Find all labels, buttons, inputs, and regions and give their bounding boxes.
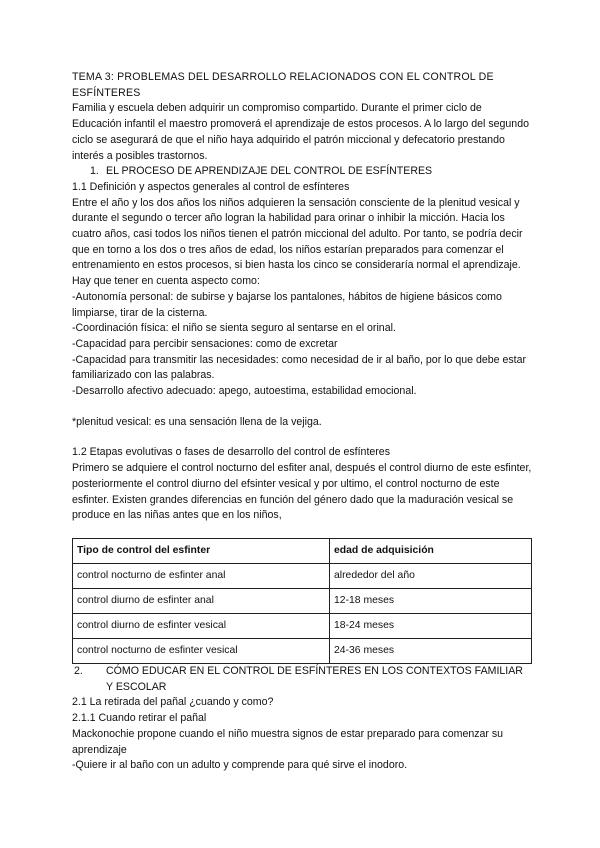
- section-2-title: CÓMO EDUCAR EN EL CONTROL DE ESFÍNTERES EN LOS CONTEXTOS FAMILIAR Y ESCOLAR: [106, 664, 523, 693]
- document-title: TEMA 3: PROBLEMAS DEL DESARROLLO RELACIONADOS CON EL CONTROL DE ESFÍNTERES: [72, 71, 494, 99]
- intro-paragraph: Familia y escuela deben adquirir un compromiso compartido. Durante el primer ciclo de Educación infantil el maestro promoverá el aprendizaje de estos procesos. A lo largo del segundo ciclo se asegurará de que el niño haya adquirido el patrón miccional y defecatorio prestando interés a posibles trastornos.: [72, 102, 529, 162]
- subsection-1-1-paragraph: Entre el año y los dos años los niños adquieren la sensación consciente de la plenitud vesical y durante el segundo o tercer año logran la habilidad para orinar o inhibir la micción. Hacia los cuatro años, casi todos los niños tienen el patrón miccional del adulto. Por tanto, se podría decir que en torno a los dos o tres años de edad, los niños estarían preparados para comenzar el entrenamiento en estos procesos, si bien hasta los cinco se consideraría normal el aprendizaje.: [72, 196, 523, 272]
- spacer: [72, 430, 532, 445]
- table-header-row: [73, 538, 532, 563]
- table-row: [73, 563, 532, 588]
- list-item: -Quiere ir al baño con un adulto y comprende para qué sirve el inodoro.: [72, 759, 408, 772]
- table-cell: 24-36 meses: [330, 638, 532, 663]
- list-item: -Autonomía personal: de subirse y bajarse los pantalones, hábitos de higiene básicos como limpiarse, tirar de la cisterna.: [72, 290, 502, 319]
- section-2-number: 2.: [74, 664, 83, 677]
- table-row: [73, 638, 532, 663]
- table-row: [73, 613, 532, 638]
- subsection-1-1-heading: 1.1 Definición y aspectos generales al control de esfínteres: [72, 180, 350, 193]
- table-header-cell: edad de adquisición: [330, 538, 532, 563]
- subsection-2-1-heading: 2.1 La retirada del pañal ¿cuando y como?: [72, 696, 274, 709]
- footnote: *plenitud vesical: es una sensación llena de la vejiga.: [72, 415, 322, 428]
- list-item: -Capacidad para percibir sensaciones: como de excretar: [72, 337, 338, 350]
- document-page: [72, 70, 532, 774]
- section-1-title: EL PROCESO DE APRENDIZAJE DEL CONTROL DE ESFÍNTERES: [106, 165, 433, 178]
- table-cell: 18-24 meses: [330, 613, 532, 638]
- table-cell: 12-18 meses: [330, 588, 532, 613]
- list-item: -Desarrollo afectivo adecuado: apego, autoestima, estabilidad emocional.: [72, 385, 417, 398]
- list-item: -Coordinación física: el niño se sienta seguro al sentarse en el orinal.: [72, 322, 396, 335]
- table-cell: control nocturno de esfinter anal: [73, 563, 330, 588]
- subsection-1-2-paragraph: Primero se adquiere el control nocturno del esfiter anal, después el control diurno de este esfinter, posteriormente el control diurno del efsinter vesical y por ultimo, el control nocturno de este esfinter. Existen grandes diferencias en función del género dado que la maduración vesical se produce en las niñas antes que en los niños,: [72, 462, 532, 522]
- subsection-1-2-heading: 1.2 Etapas evolutivas o fases de desarrollo del control de esfínteres: [72, 446, 390, 459]
- table-cell: control nocturno de esfinter vesical: [73, 638, 330, 663]
- section-2-heading: [72, 664, 532, 695]
- subsection-2-1-1-paragraph: Mackonochie propone cuando el niño muestra signos de estar preparado para comenzar su aprendizaje: [72, 727, 504, 756]
- table-cell: control diurno de esfinter anal: [73, 588, 330, 613]
- subsection-1-1-lead: Hay que tener en cuenta aspecto como:: [72, 275, 260, 288]
- subsection-2-1-1-heading: 2.1.1 Cuando retirar el pañal: [72, 712, 207, 725]
- section-1-heading: [72, 164, 532, 180]
- table-row: [73, 588, 532, 613]
- spacer: [72, 400, 532, 415]
- table-cell: control diurno de esfinter vesical: [73, 613, 330, 638]
- table-cell: alrededor del año: [330, 563, 532, 588]
- section-1-number: 1.: [90, 165, 99, 178]
- table-header-cell: Tipo de control del esfinter: [73, 538, 330, 563]
- acquisition-table: [72, 538, 532, 664]
- list-item: -Capacidad para transmitir las necesidades: como necesidad de ir al baño, por lo que debe estar familiarizado con las palabras.: [72, 353, 527, 382]
